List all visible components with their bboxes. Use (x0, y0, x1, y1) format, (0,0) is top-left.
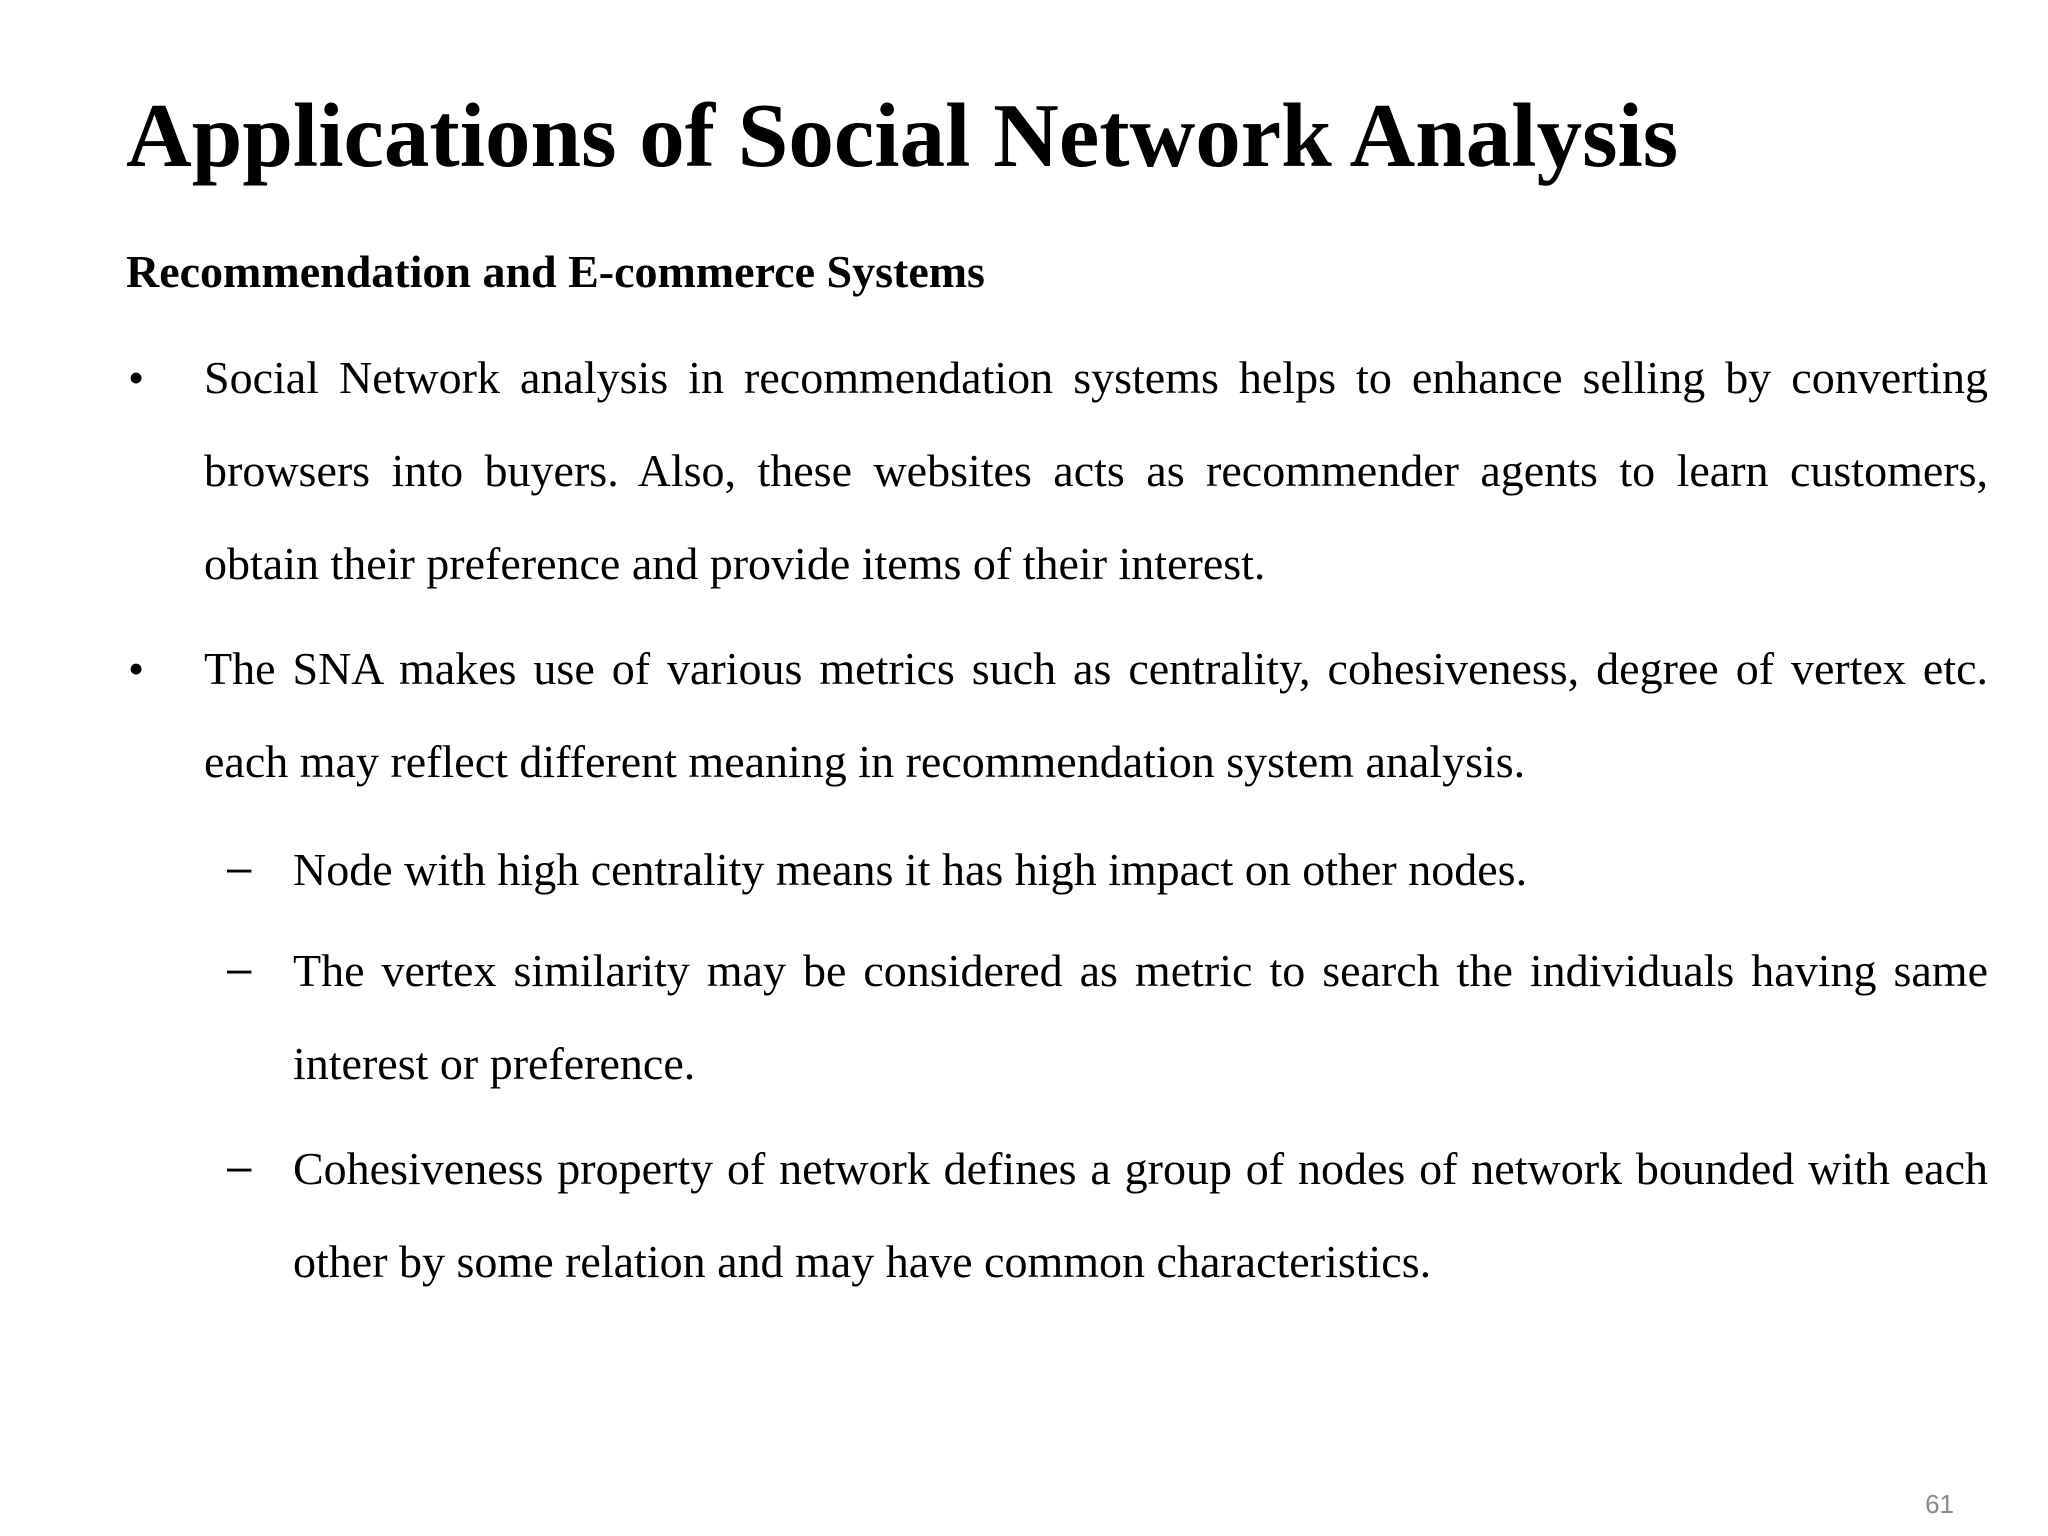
section-heading: Recommendation and E-commerce Systems (126, 246, 985, 297)
bullet-item-sna-metrics (128, 622, 1988, 808)
dash-marker: – (227, 944, 252, 993)
bullet-text: Social Network analysis in recommendation systems helps to enhance selling by converting browsers into buyers. Also, these websites acts as recommender agents to learn customers, obtain their preference and provide items of their interest. (204, 352, 1988, 589)
sub-item-text: The vertex similarity may be considered as metric to search the individuals having same interest or preference. (293, 945, 1988, 1089)
slide-title: Applications of Social Network Analysis (126, 85, 1679, 186)
sub-item-text: Node with high centrality means it has high impact on other nodes. (293, 844, 1528, 895)
bullet-marker: • (128, 352, 145, 403)
sub-item-text: Cohesiveness property of network defines a group of nodes of network bounded with each other by some relation and may have common characteristics. (293, 1143, 1988, 1287)
dash-marker: – (227, 1142, 252, 1191)
sub-item-vertex-similarity (227, 924, 1988, 1110)
page-number: 61 (1925, 1489, 1954, 1519)
sub-item-cohesiveness (227, 1122, 1988, 1308)
bullet-marker: • (128, 643, 145, 694)
sub-item-centrality (227, 823, 1988, 916)
bullet-text: The SNA makes use of various metrics such as centrality, cohesiveness, degree of vertex etc. each may reflect different meaning in recommendation system analysis. (204, 643, 1988, 787)
dash-marker: – (227, 843, 252, 892)
bullet-item-recommendation-selling (128, 331, 1988, 610)
